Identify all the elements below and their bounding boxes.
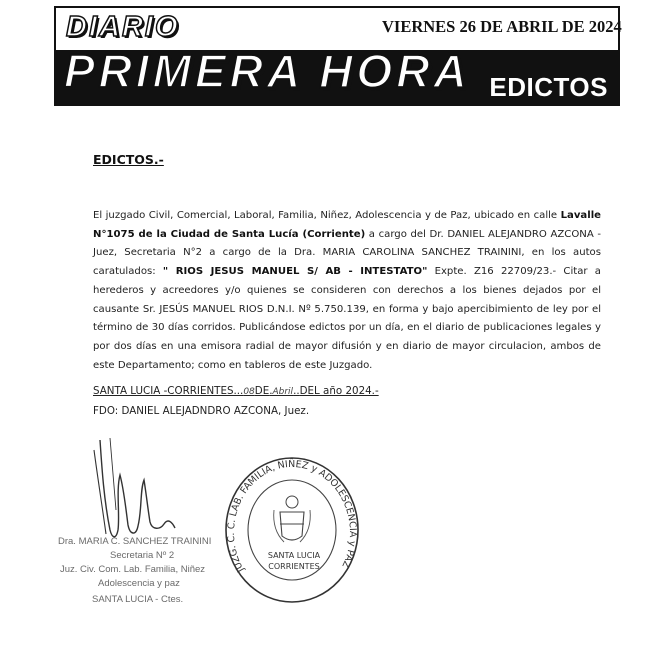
seal-center-line-1: SANTA LUCIA (267, 551, 321, 560)
body-part-3: Expte. Z16 22709/23.- Citar a herederos y acreedores y/o quienes se consideren con derechos a los bienes dejados por el causante Sr. JESÚS MANUEL RIOS D.N.I. Nº 5.750.139, en forma y bajo apercibimiento de ley por el término de 30 días corridos. Publicándose edictos por un día, en el diario de publicaciones legales y por dos días en una emisora radial de mayor difusión y en diario de mayor circulacion, ambos de este Departamento; como en tableros de este Juzgado. (93, 266, 601, 371)
body-part-1: El juzgado Civil, Comercial, Laboral, Familia, Niñez, Adolescencia y de Paz, ubicado en calle (93, 210, 561, 221)
publication-date: VIERNES 26 DE ABRIL DE 2024 (382, 17, 622, 36)
coat-of-arms-icon (274, 496, 311, 542)
stamp-line-5: SANTA LUCIA - Ctes. (92, 594, 184, 605)
case-title: " RIOS JESUS MANUEL S/ AB - INTESTATO" (162, 266, 428, 278)
seal-center-line-2: CORRIENTES (268, 562, 320, 571)
stamp-line-1: Dra. MARIA C. SANCHEZ TRAININI (58, 536, 212, 547)
court-seal (222, 450, 362, 605)
masthead-diario: DIARIO (66, 11, 180, 43)
stamp-line-4: Adolescencia y paz (98, 578, 180, 589)
newspaper-masthead (54, 6, 620, 106)
handwritten-signature (80, 430, 180, 550)
edict-body (93, 207, 601, 375)
court-address: Lavalle N°1075 de la Ciudad de Santa Lucía (Corriente) (93, 210, 601, 240)
document-title: EDICTOS.- (93, 152, 164, 167)
dateline-prefix: SANTA LUCIA -CORRIENTES (93, 385, 234, 397)
dateline: SANTA LUCIA -CORRIENTES...08DE.Abril..DEL año 2024.- (93, 385, 379, 397)
seal-ring-text: JUZG. C. C. LAB. FAMILIA, NIÑEZ y ADOLESCENCIA y PAZ (225, 458, 359, 575)
dateline-mid: DE (254, 385, 270, 397)
newspaper-name: PRIMERA HORA (64, 45, 471, 97)
dateline-suffix: DEL año 2024.- (299, 385, 379, 397)
body-part-2: a cargo del Dr. DANIEL ALEJANDRO AZCONA -Juez, Secretaria N°2 a cargo de la Dra. MARIA CAROLINA SANCHEZ TRAININI, en los autos caratulados: (93, 228, 601, 278)
signed-by: FDO: DANIEL ALEJADNDRO AZCONA, Juez. (93, 405, 310, 417)
stamp-line-3: Juz. Civ. Com. Lab. Familia, Niñez (60, 564, 206, 575)
stamp-line-2: Secretaria Nº 2 (110, 550, 175, 561)
dateline-month: Abril (272, 387, 294, 397)
section-label: EDICTOS (489, 72, 608, 102)
dateline-day: 08 (243, 387, 255, 397)
